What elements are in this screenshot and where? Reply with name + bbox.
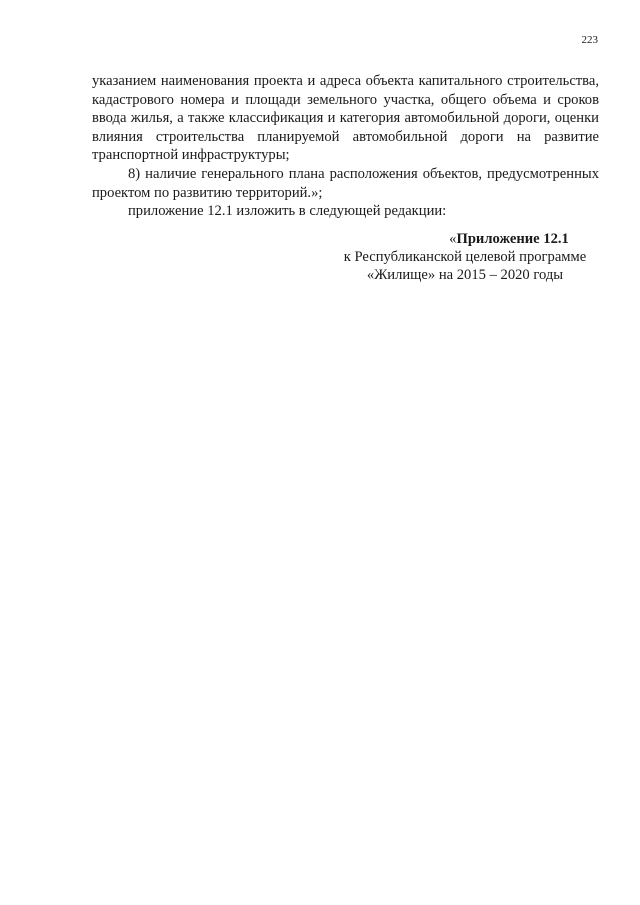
- paragraph-instruction: приложение 12.1 изложить в следующей редакции:: [128, 203, 447, 220]
- open-quote: «: [449, 231, 457, 247]
- appendix-title-line: [300, 230, 630, 248]
- document-body: [92, 72, 599, 221]
- appendix-header: [300, 230, 630, 284]
- page-number: 223: [581, 34, 598, 46]
- paragraph-continuation: указанием наименования проекта и адреса объекта капитального строительства, кадастрового номера и площади земельного участка, общего объема и сроков ввода жилья, а также классификация и категория автомобильной дороги, оценки влияния строительства планируемой автомобильной дороги на развитие транспортной инфраструктуры;: [92, 73, 599, 164]
- appendix-title: Приложение 12.1: [456, 231, 569, 247]
- appendix-subtitle-line-2: «Жилище» на 2015 – 2020 годы: [366, 267, 564, 283]
- paragraph-item-8: 8) наличие генерального плана расположения объектов, предусмотренных проектом по развитию территорий.»;: [92, 165, 599, 201]
- appendix-subtitle-line-1: к Республиканской целевой программе: [343, 249, 587, 265]
